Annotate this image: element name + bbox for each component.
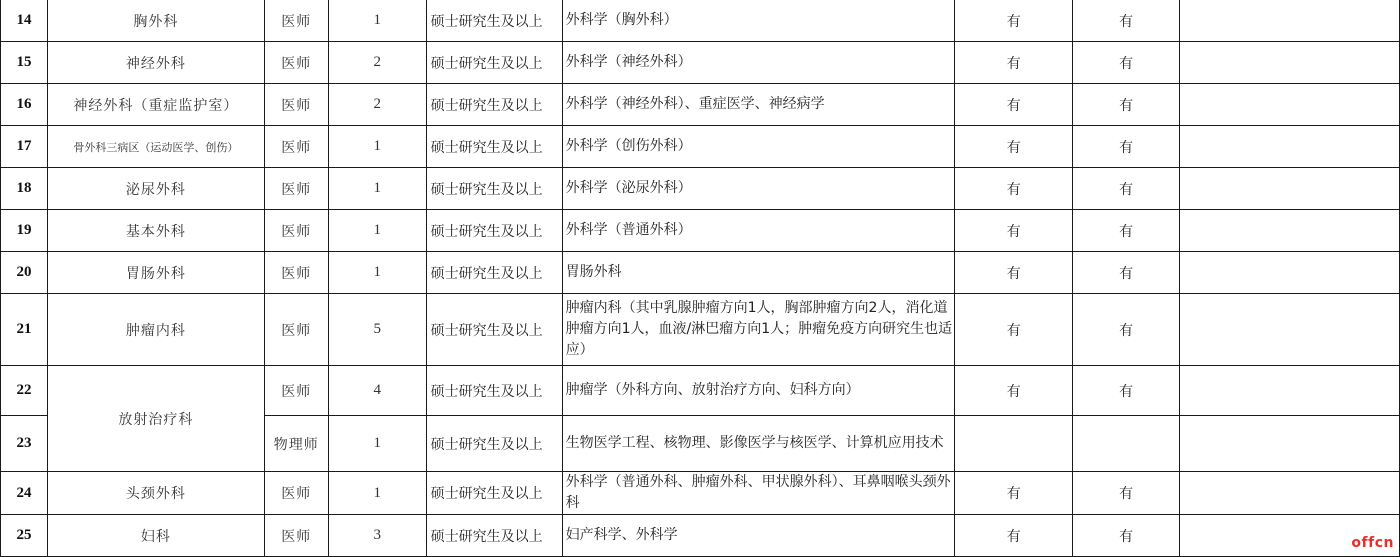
note-cell (1180, 42, 1400, 84)
row-number: 21 (1, 294, 48, 366)
table-row (1, 366, 1400, 416)
major-cell: 外科学（普通外科、肿瘤外科、甲状腺外科）、耳鼻咽喉头颈外科 (562, 472, 955, 515)
major-cell: 外科学（神经外科） (562, 42, 955, 84)
count-cell: 1 (328, 472, 426, 515)
count-cell: 3 (328, 515, 426, 557)
row-number: 15 (1, 42, 48, 84)
table-row (1, 472, 1400, 515)
position-cell: 医师 (264, 515, 328, 557)
education-cell: 硕士研究生及以上 (426, 210, 562, 252)
position-cell: 医师 (264, 0, 328, 42)
table-row (1, 168, 1400, 210)
requirement-cell (955, 416, 1073, 472)
department-cell: 肿瘤内科 (47, 294, 264, 366)
education-cell: 硕士研究生及以上 (426, 126, 562, 168)
row-number: 20 (1, 252, 48, 294)
requirement-cell: 有 (1073, 515, 1180, 557)
requirement-cell: 有 (955, 366, 1073, 416)
major-cell: 外科学（胸外科） (562, 0, 955, 42)
note-cell (1180, 84, 1400, 126)
table-row (1, 84, 1400, 126)
position-cell: 医师 (264, 126, 328, 168)
row-number: 16 (1, 84, 48, 126)
requirement-cell (1073, 416, 1180, 472)
requirement-cell: 有 (1073, 472, 1180, 515)
position-cell: 医师 (264, 210, 328, 252)
department-cell: 骨外科三病区（运动医学、创伤） (47, 126, 264, 168)
requirement-cell: 有 (1073, 0, 1180, 42)
education-cell: 硕士研究生及以上 (426, 366, 562, 416)
major-cell: 外科学（创伤外科） (562, 126, 955, 168)
requirement-cell: 有 (955, 42, 1073, 84)
education-cell: 硕士研究生及以上 (426, 416, 562, 472)
table-row (1, 0, 1400, 42)
requirement-cell: 有 (1073, 126, 1180, 168)
department-cell: 头颈外科 (47, 472, 264, 515)
position-cell: 医师 (264, 42, 328, 84)
row-number: 24 (1, 472, 48, 515)
count-cell: 1 (328, 416, 426, 472)
education-cell: 硕士研究生及以上 (426, 294, 562, 366)
position-cell: 医师 (264, 366, 328, 416)
row-number: 14 (1, 0, 48, 42)
note-cell (1180, 294, 1400, 366)
table-row (1, 42, 1400, 84)
major-cell: 外科学（普通外科） (562, 210, 955, 252)
department-cell: 泌尿外科 (47, 168, 264, 210)
requirement-cell: 有 (955, 294, 1073, 366)
major-cell: 胃肠外科 (562, 252, 955, 294)
note-cell (1180, 210, 1400, 252)
row-number: 17 (1, 126, 48, 168)
department-cell: 放射治疗科 (47, 366, 264, 472)
requirement-cell: 有 (955, 472, 1073, 515)
education-cell: 硕士研究生及以上 (426, 0, 562, 42)
major-cell: 生物医学工程、核物理、影像医学与核医学、计算机应用技术 (562, 416, 955, 472)
count-cell: 2 (328, 84, 426, 126)
note-cell (1180, 0, 1400, 42)
requirement-cell: 有 (1073, 84, 1180, 126)
major-cell: 妇产科学、外科学 (562, 515, 955, 557)
table-row (1, 126, 1400, 168)
count-cell: 1 (328, 210, 426, 252)
count-cell: 2 (328, 42, 426, 84)
requirement-cell: 有 (955, 126, 1073, 168)
position-cell: 医师 (264, 472, 328, 515)
education-cell: 硕士研究生及以上 (426, 42, 562, 84)
requirement-cell: 有 (955, 252, 1073, 294)
requirement-cell: 有 (955, 168, 1073, 210)
education-cell: 硕士研究生及以上 (426, 84, 562, 126)
position-cell: 医师 (264, 294, 328, 366)
table-row (1, 252, 1400, 294)
count-cell: 5 (328, 294, 426, 366)
position-cell: 医师 (264, 252, 328, 294)
education-cell: 硕士研究生及以上 (426, 472, 562, 515)
row-number: 25 (1, 515, 48, 557)
count-cell: 1 (328, 252, 426, 294)
education-cell: 硕士研究生及以上 (426, 252, 562, 294)
department-cell: 胃肠外科 (47, 252, 264, 294)
requirement-cell: 有 (955, 84, 1073, 126)
table-row (1, 294, 1400, 366)
requirement-cell: 有 (1073, 366, 1180, 416)
note-cell (1180, 472, 1400, 515)
table-row (1, 515, 1400, 557)
education-cell: 硕士研究生及以上 (426, 515, 562, 557)
major-cell: 肿瘤学（外科方向、放射治疗方向、妇科方向） (562, 366, 955, 416)
department-cell: 基本外科 (47, 210, 264, 252)
major-cell: 外科学（泌尿外科） (562, 168, 955, 210)
position-cell: 物理师 (264, 416, 328, 472)
note-cell (1180, 416, 1400, 472)
count-cell: 1 (328, 126, 426, 168)
position-cell: 医师 (264, 168, 328, 210)
note-cell (1180, 126, 1400, 168)
count-cell: 4 (328, 366, 426, 416)
row-number: 19 (1, 210, 48, 252)
requirement-cell: 有 (1073, 168, 1180, 210)
row-number: 23 (1, 416, 48, 472)
note-cell (1180, 252, 1400, 294)
department-cell: 胸外科 (47, 0, 264, 42)
row-number: 22 (1, 366, 48, 416)
note-cell (1180, 366, 1400, 416)
requirement-cell: 有 (955, 210, 1073, 252)
requirement-cell: 有 (1073, 42, 1180, 84)
offcn-watermark: offcn (1351, 535, 1394, 551)
position-cell: 医师 (264, 84, 328, 126)
department-cell: 妇科 (47, 515, 264, 557)
major-cell: 肿瘤内科（其中乳腺肿瘤方向1人，胸部肿瘤方向2人，消化道肿瘤方向1人，血液/淋巴瘤方向1人；肿瘤免疫方向研究生也适应） (562, 294, 955, 366)
note-cell (1180, 168, 1400, 210)
table-row (1, 210, 1400, 252)
count-cell: 1 (328, 168, 426, 210)
department-cell: 神经外科（重症监护室） (47, 84, 264, 126)
education-cell: 硕士研究生及以上 (426, 168, 562, 210)
requirement-cell: 有 (955, 515, 1073, 557)
requirement-cell: 有 (1073, 210, 1180, 252)
requirement-cell: 有 (1073, 294, 1180, 366)
department-cell: 神经外科 (47, 42, 264, 84)
row-number: 18 (1, 168, 48, 210)
requirement-cell: 有 (1073, 252, 1180, 294)
count-cell: 1 (328, 0, 426, 42)
requirement-cell: 有 (955, 0, 1073, 42)
major-cell: 外科学（神经外科）、重症医学、神经病学 (562, 84, 955, 126)
